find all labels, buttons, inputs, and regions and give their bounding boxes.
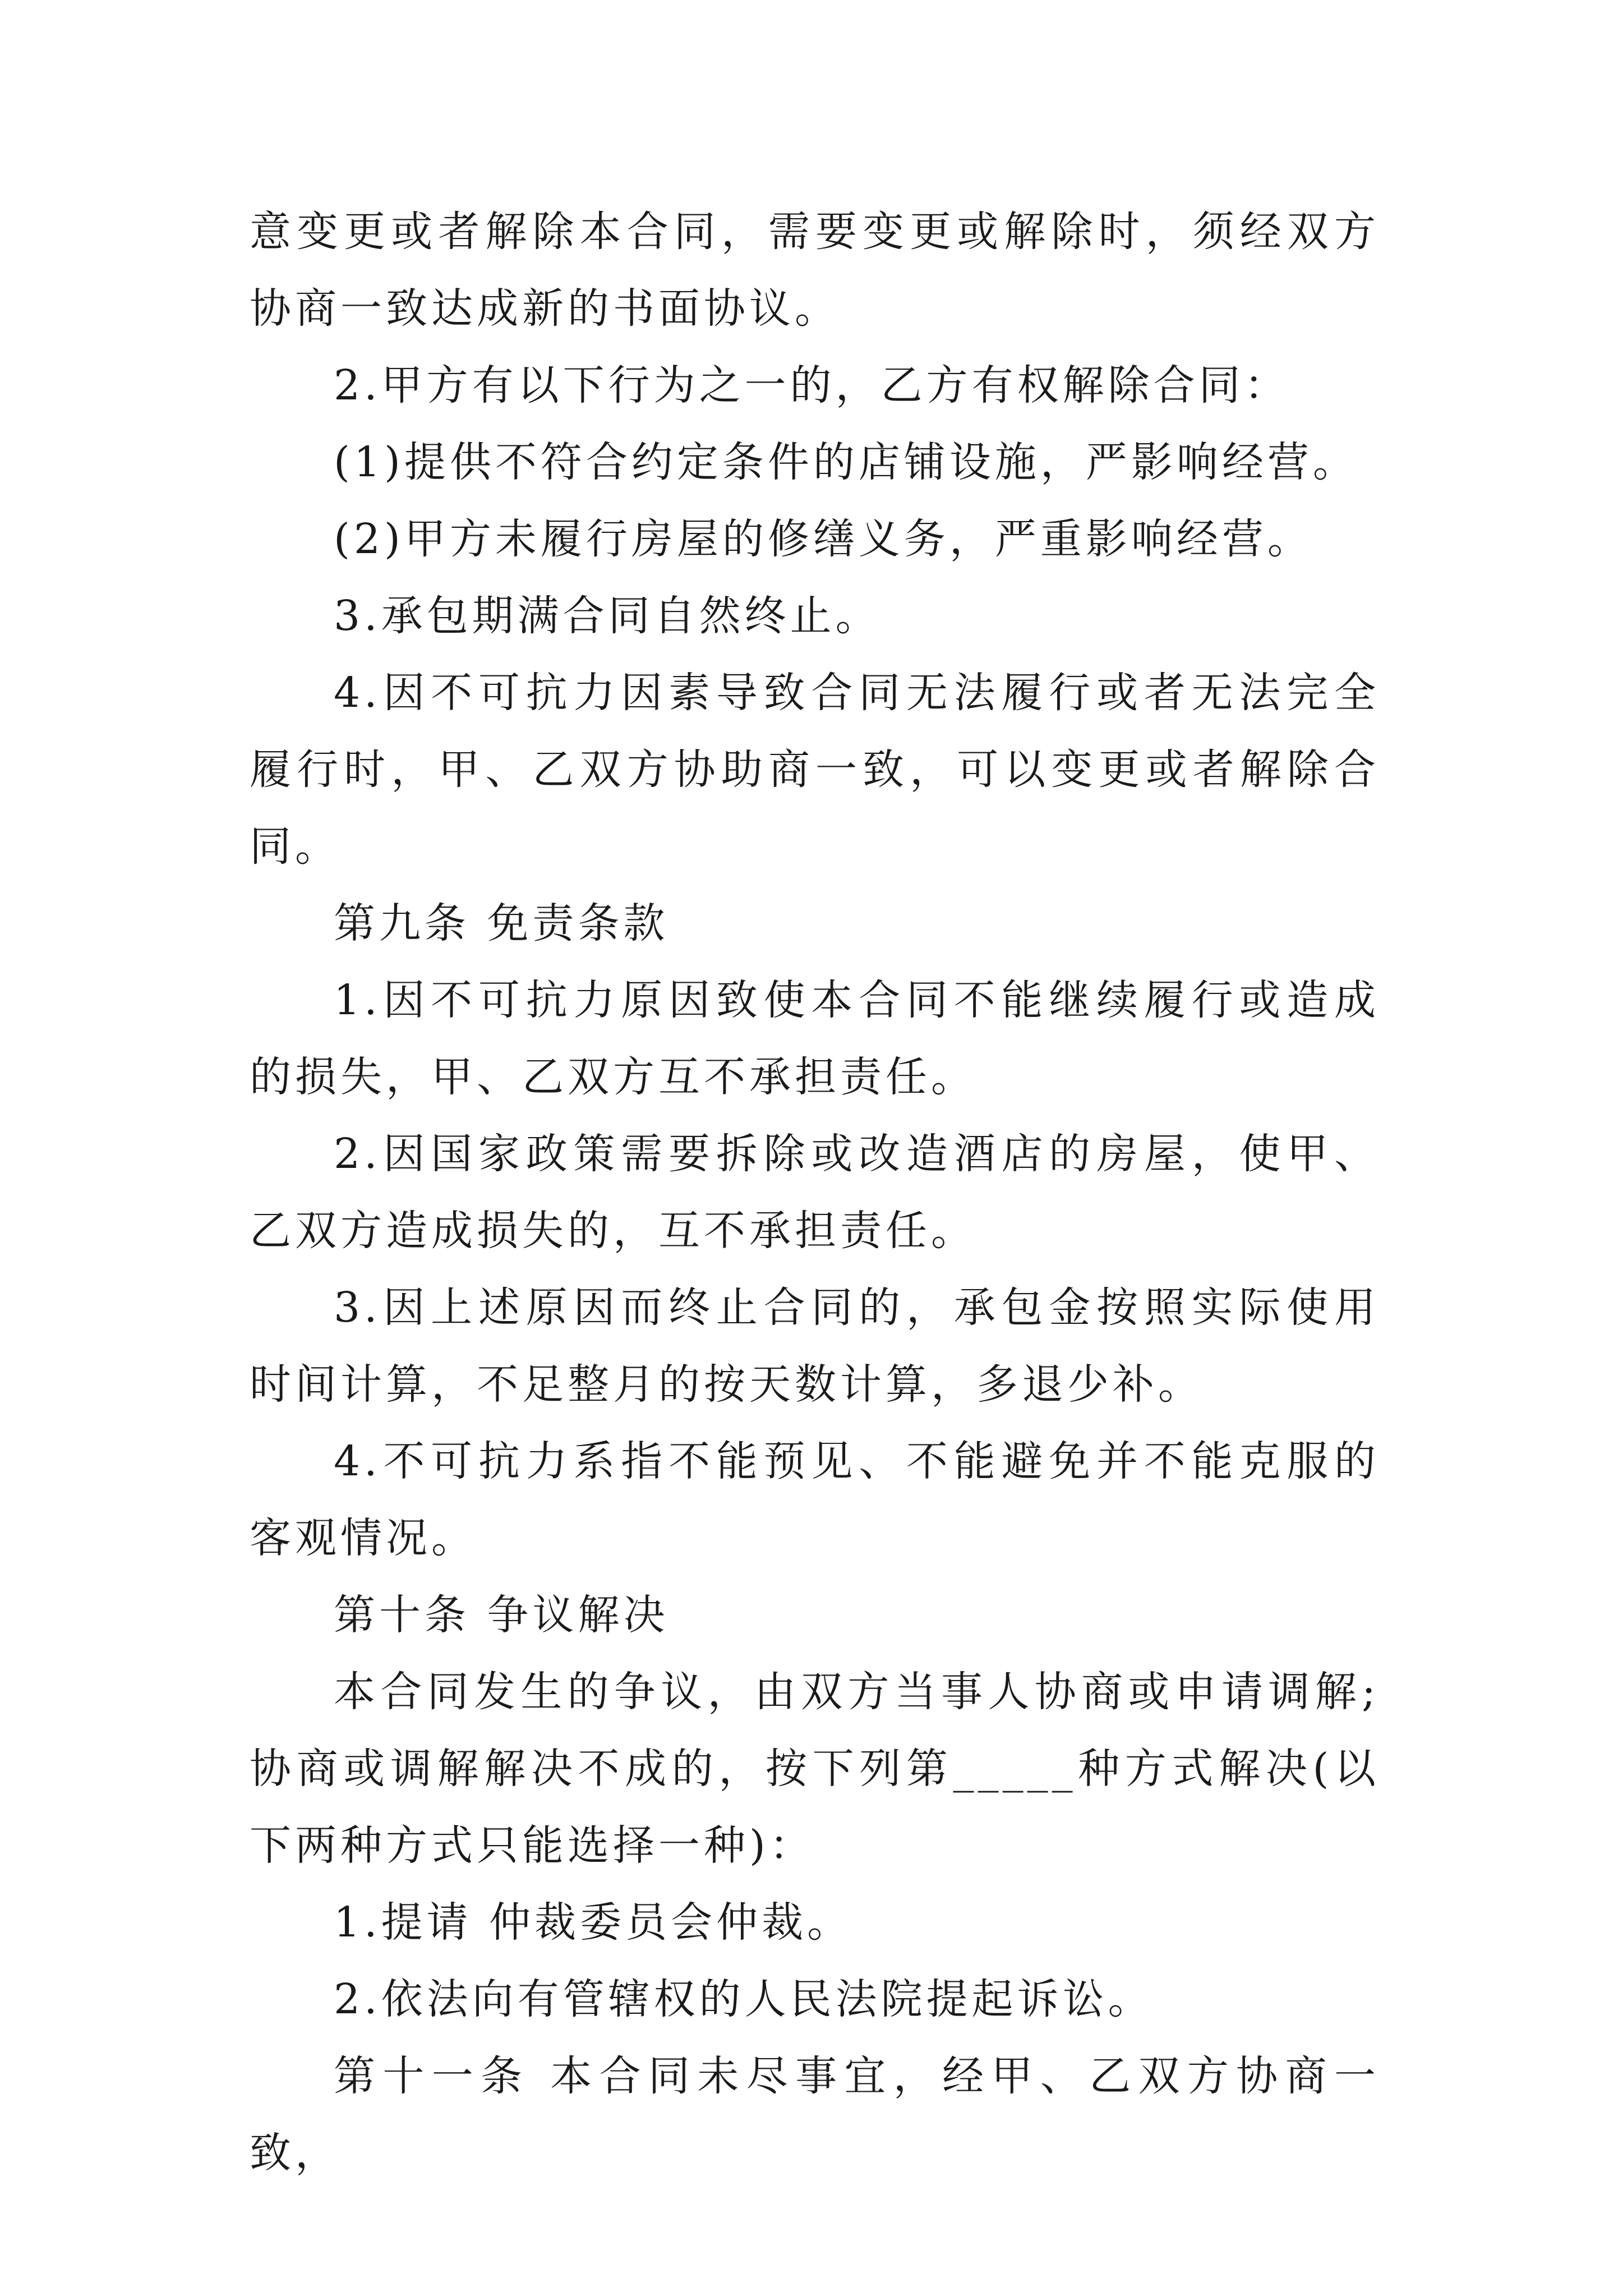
paragraph: 1.因不可抗力原因致使本合同不能继续履行或造成的损失，甲、乙双方互不承担责任。 [250,976,1380,1101]
paragraph: 本合同发生的争议，由双方当事人协商或申请调解;协商或调解解决不成的，按下列第_____种方式解决(以下两种方式只能选择一种)： [250,1668,1380,1870]
paragraph: 意变更或者解除本合同，需要变更或解除时，须经双方协商一致达成新的书面协议。 [250,208,1380,333]
paragraph: 4.因不可抗力因素导致合同无法履行或者无法完全履行时，甲、乙双方协助商一致，可以变更或者解除合同。 [250,669,1380,871]
list-item: 2.依法向有管辖权的人民法院提起诉讼。 [334,1975,1154,2023]
document-body [250,194,1380,2192]
paragraph: 3.因上述原因而终止合同的，承包金按照实际使用时间计算，不足整月的按天数计算，多退少补。 [250,1283,1380,1409]
section-heading: 第九条 免责条款 [334,899,669,947]
list-item: (2)甲方未履行房屋的修缮义务，严重影响经营。 [334,515,1313,563]
paragraph: 4.不可抗力系指不能预见、不能避免并不能克服的客观情况。 [250,1437,1380,1562]
paragraph: 3.承包期满合同自然终止。 [334,592,881,640]
list-item: 1.提请 仲裁委员会仲裁。 [334,1898,853,1947]
list-item: (1)提供不符合约定条件的店铺设施，严影响经营。 [334,438,1358,486]
paragraph: 2.甲方有以下行为之一的，乙方有权解除合同： [334,361,1290,409]
paragraph: 2.因国家政策需要拆除或改造酒店的房屋，使甲、乙双方造成损失的，互不承担责任。 [250,1130,1380,1255]
section-heading: 第十条 争议解决 [334,1591,669,1639]
paragraph: 第十一条 本合同未尽事宜，经甲、乙双方协商一致， [250,2052,1380,2177]
